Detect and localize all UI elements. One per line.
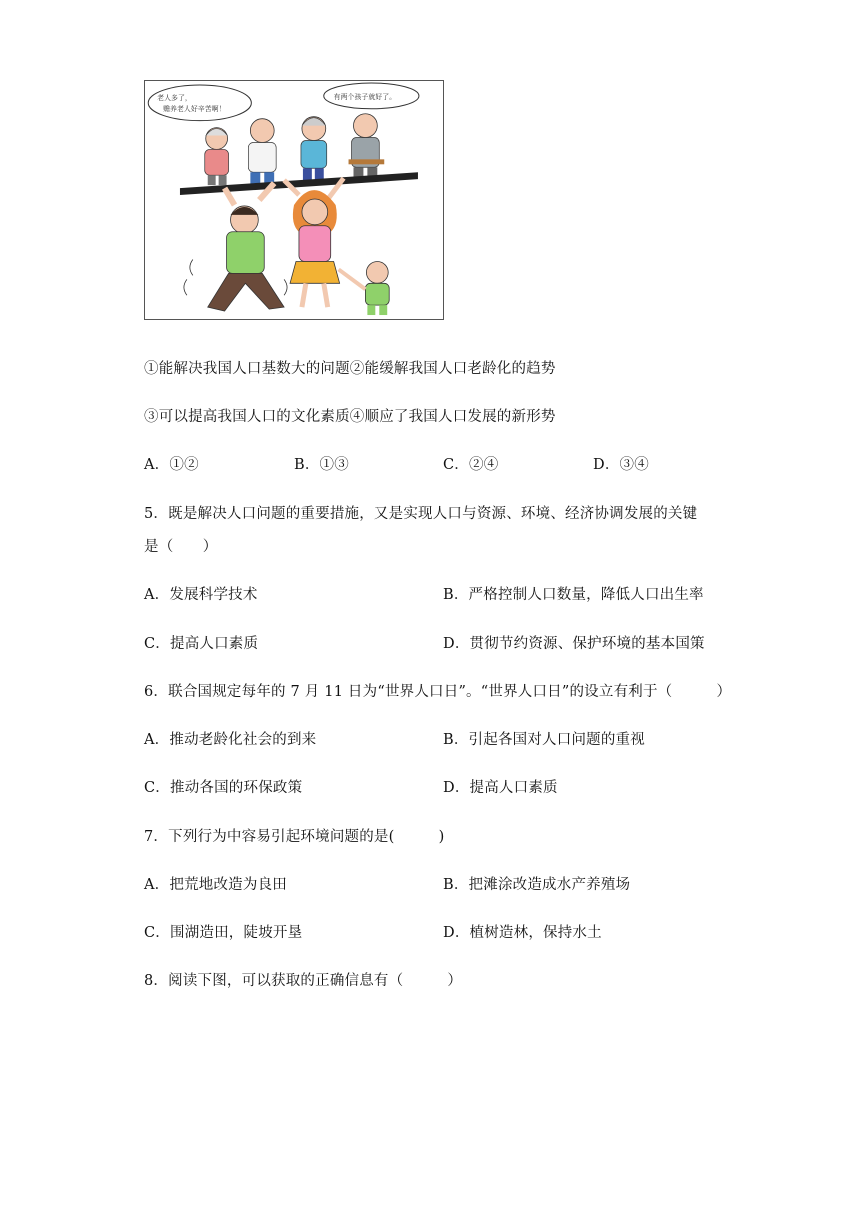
q5-option-a: A．发展科学技术	[144, 587, 258, 603]
q5-option-d: D．贯彻节约资源、保护环境的基本国策	[443, 636, 705, 652]
q6-option-d: D．提高人口素质	[443, 780, 558, 796]
bubble-right-text: 有两个孩子就好了。	[333, 92, 397, 101]
q5-stem-line1: 5．既是解决人口问题的重要措施，又是实现人口与资源、环境、经济协调发展的关键	[144, 506, 698, 522]
q4-option-b: B．①③	[294, 457, 349, 473]
q5-stem-line2: 是（ ）	[144, 539, 218, 555]
cartoon-illustration	[144, 80, 444, 320]
q4-option-a: A．①②	[144, 457, 199, 473]
q7-option-c: C．围湖造田，陡坡开垦	[144, 925, 303, 941]
statement-line-2: ③可以提高我国人口的文化素质④顺应了我国人口发展的新形势	[144, 409, 556, 425]
q8-stem: 8．阅读下图，可以获取的正确信息有（ ）	[144, 973, 463, 989]
q4-option-d: D．③④	[593, 457, 649, 473]
q7-stem: 7．下列行为中容易引起环境问题的是( )	[144, 829, 445, 845]
q7-option-d: D．植树造林，保持水土	[443, 925, 602, 941]
bubble-left-line1: 老人多了，	[157, 93, 192, 102]
q7-option-a: A．把荒地改造为良田	[144, 877, 287, 893]
bubble-left-line2: 赡养老人好辛苦啊！	[163, 104, 226, 113]
q7-option-b: B．把滩涂改造成水产养殖场	[443, 877, 631, 893]
cartoon-family-burden-image	[145, 81, 443, 319]
statement-line-1: ①能解决我国人口基数大的问题②能缓解我国人口老龄化的趋势	[144, 361, 556, 377]
q6-option-c: C．推动各国的环保政策	[144, 780, 303, 796]
q6-stem: 6．联合国规定每年的 7 月 11 日为“世界人口日”。“世界人口日”的设立有利于（ ）	[144, 684, 732, 700]
q5-option-b: B．严格控制人口数量，降低人口出生率	[443, 587, 704, 603]
q6-option-b: B．引起各国对人口问题的重视	[443, 732, 645, 748]
q6-option-a: A．推动老龄化社会的到来	[144, 732, 317, 748]
q4-option-c: C．②④	[443, 457, 499, 473]
q5-option-c: C．提高人口素质	[144, 636, 259, 652]
